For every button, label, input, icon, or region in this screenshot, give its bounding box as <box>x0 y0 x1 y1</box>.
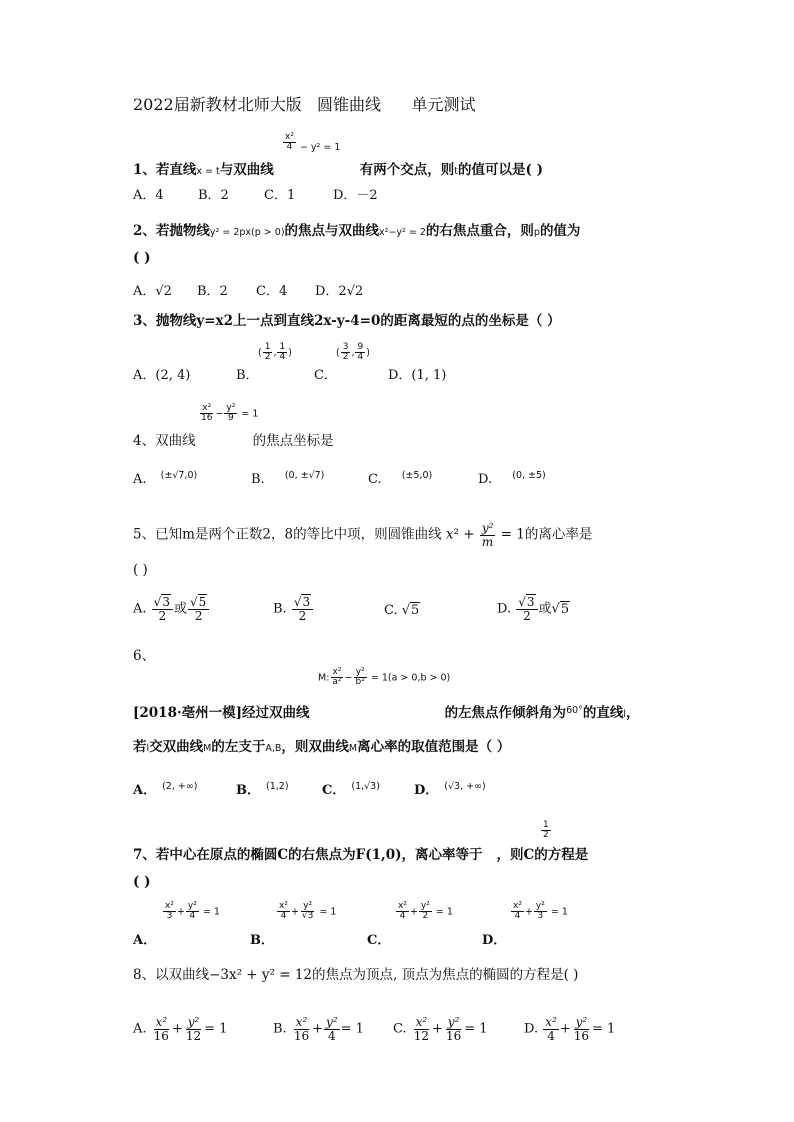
page-title: 2022届新教材北师大版 圆锥曲线 单元测试 <box>133 95 476 114</box>
q7-option-a: A． <box>133 933 157 948</box>
q7-option-b: B． <box>250 933 274 948</box>
question-4: 4、双曲线 的焦点坐标是 <box>133 433 334 449</box>
question-2: 2、若抛物线y² = 2px(p > 0)的焦点与双曲线x²−y² = 2的右焦点重合，则p的值为 <box>133 223 581 239</box>
q4-option-d: D. $^{(0, \pm 5)}$ <box>478 470 546 487</box>
question-5: 5、已知m是两个正数2，8的等比中项，则圆锥曲线 x² + $\frac{\text{y²}}{m}$ = 1的离心率是 <box>133 521 593 549</box>
q1-option-a: A．4 <box>133 188 164 203</box>
q2-paren: ( ) <box>133 250 151 266</box>
q7-option-d: D． <box>482 933 507 948</box>
q2-option-a: A．√2 <box>133 284 172 299</box>
question-3: 3、抛物线y=x2上一点到直线2x-y-4=0的距离最短的点的坐标是（ ） <box>133 313 561 329</box>
q5-option-c: C. √5 <box>384 603 420 618</box>
q8-option-a: A. $\frac{\text{x²}}{16}$ + $\frac{\text{y²}}{12}$ = 1 <box>133 1015 228 1043</box>
q1-option-b: B．2 <box>198 188 229 203</box>
q8-option-c: C. $\frac{\text{x²}}{12}$ + $\frac{\text{y²}}{16}$ = 1 <box>393 1015 488 1043</box>
q6-hyperbola-eq: M: $\frac{\text{x²}}{\text{a²}}$ − $\frac{\text{y²}}{\text{b²}}$ = 1(a > 0,b > 0) <box>318 667 451 688</box>
question-1: 1、若直线x = t与双曲线 有两个交点，则t的值可以是( ) <box>133 162 543 178</box>
question-8: 8、以双曲线−3x² + y² = 12的焦点为顶点, 顶点为焦点的椭圆的方程是( ) <box>133 967 579 983</box>
q3-option-d: D．(1, 1) <box>388 368 447 383</box>
q7-option-b-eq: $\frac{\text{x²}}{4}$ + $\frac{\text{y²}}{√3}$ = 1 <box>279 901 337 922</box>
question-7: 7、若中心在原点的椭圆C的右焦点为F(1,0)，离心率等于 ，则C的方程是 <box>133 847 589 863</box>
q5-paren: ( ) <box>133 562 148 578</box>
q3-option-a: A．(2, 4) <box>133 368 191 383</box>
q7-option-c-eq: $\frac{\text{x²}}{4}$ + $\frac{\text{y²}}{2}$ = 1 <box>398 901 453 922</box>
q7-eccentricity: $\frac{1}{2}$ <box>543 820 549 841</box>
q4-option-b: B. $^{(0, \pm√7)}$ <box>251 470 325 487</box>
q1-option-d: D．－2 <box>333 188 378 203</box>
q7-option-d-eq: $\frac{\text{x²}}{4}$ + $\frac{\text{y²}}{3}$ = 1 <box>513 901 568 922</box>
question-6-number: 6、 <box>133 648 156 664</box>
q5-option-b: B. $\frac{√3}{2}$ <box>273 596 314 622</box>
q2-option-b: B．2 <box>197 284 228 299</box>
q5-option-d: D. $\frac{√3}{2}$ 或√5 <box>497 595 570 623</box>
q6-option-b: B． $^{(1,2)}$ <box>236 781 289 798</box>
q7-option-a-eq: $\frac{\text{x²}}{3}$ + $\frac{\text{y²}}{4}$ = 1 <box>165 901 220 922</box>
question-6-line-2: 若l交双曲线M的左支于A,B，则双曲线M离心率的取值范围是（ ） <box>133 739 511 755</box>
q1-option-c: C．1 <box>264 188 296 203</box>
q2-option-d: D．2√2 <box>315 284 364 299</box>
question-6: [2018·亳州一模]经过双曲线 的左焦点作倾斜角为$^{60^\circ}$的直线l， <box>133 705 640 721</box>
q6-option-d: D． $^{(√3, +\infty)}$ <box>414 781 486 798</box>
q8-option-b: B. $\frac{\text{x²}}{16}$ + $\frac{\text{y²}}{4}$ = 1 <box>273 1015 364 1043</box>
q3-option-b-value: ( $\frac{1}{2}$ , $\frac{1}{4}$ ) <box>258 342 292 363</box>
q6-option-a: A． $^{(2, +\infty)}$ <box>133 781 198 798</box>
q6-option-c: C． $^{(1,√3)}$ <box>322 781 380 798</box>
q4-option-a: A. $^{(\pm√7,0)}$ <box>133 470 198 487</box>
q7-option-c: C． <box>367 933 391 948</box>
q4-option-c: C. $^{(\pm 5,0)}$ <box>368 470 433 487</box>
q3-option-c: C． <box>314 368 337 383</box>
q5-option-a: A. $\frac{√3}{2}$ 或 $\frac{√5}{2}$ <box>133 596 210 622</box>
q1-hyperbola-eq: $\frac{\text{x²}}{4}$ − y² = 1 <box>285 132 341 153</box>
q4-hyperbola-eq: $\frac{\text{x²}}{16}$ − $\frac{\text{y²}}{9}$ = 1 <box>201 403 259 424</box>
q3-option-b: B． <box>236 368 259 383</box>
q7-paren: ( ) <box>133 874 151 890</box>
q8-option-d: D. $\frac{\text{x²}}{4}$ + $\frac{\text{y²}}{16}$ = 1 <box>524 1015 616 1043</box>
q3-option-c-value: ( $\frac{3}{2}$ , $\frac{9}{4}$ ) <box>336 342 370 363</box>
q2-option-c: C．4 <box>256 284 288 299</box>
